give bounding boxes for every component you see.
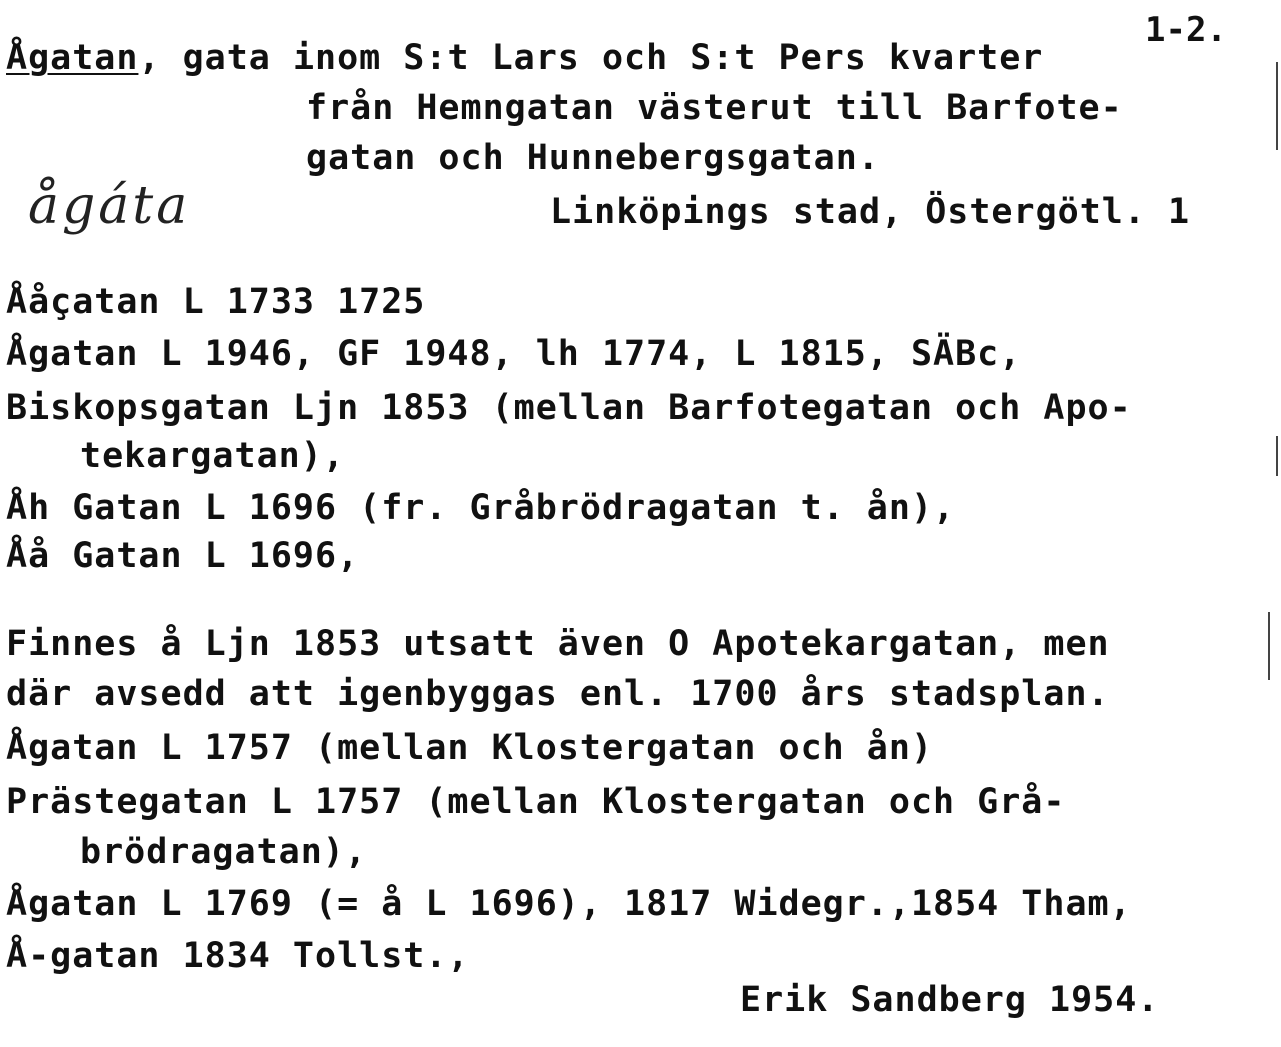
entry-line-10: Prästegatan L 1757 (mellan Klostergatan och Grå- [6,782,1066,822]
entry-line-12: Ågatan L 1769 (= å L 1696), 1817 Widegr.,1854 Tham, [6,884,1132,924]
card-number: 1-2. [1145,10,1227,50]
entry-line-9: Ågatan L 1757 (mellan Klostergatan och ån) [6,728,934,768]
card-edge-mark-top [1276,62,1278,150]
signature: Erik Sandberg 1954. [740,980,1160,1020]
entry-line-7: Finnes å Ljn 1853 utsatt även O Apotekargatan, men [6,624,1110,664]
entry-line-4: tekargatan), [80,436,345,476]
entry-line-11: brödragatan), [80,832,367,872]
entry-line-2: Ågatan L 1946, GF 1948, lh 1774, L 1815, SÄBc, [6,334,1022,374]
header-line-1 [6,38,1043,78]
entry-line-1: Ååçatan L 1733 1725 [6,282,426,322]
header-line-1-text: , gata inom S:t Lars och S:t Pers kvarter [138,38,1044,78]
entry-line-13: Å-gatan 1834 Tollst., [6,936,470,976]
card-edge-mark-middle [1276,436,1278,476]
header-line-4: Linköpings stad, Östergötl. 1 [550,192,1191,232]
entry-line-3: Biskopsgatan Ljn 1853 (mellan Barfotegatan och Apo- [6,388,1132,428]
entry-line-5: Åh Gatan L 1696 (fr. Gråbrödragatan t. ån), [6,488,956,528]
headword: Ågatan [6,38,139,78]
card-edge-mark-lower [1268,612,1270,680]
entry-line-6: Åå Gatan L 1696, [6,536,360,576]
header-line-3: gatan och Hunnebergsgatan. [306,138,880,178]
header-line-2: från Hemngatan västerut till Barfote- [306,88,1123,128]
entry-line-8: där avsedd att igenbyggas enl. 1700 års stadsplan. [6,674,1110,714]
handwritten-pronunciation: ågáta [28,176,191,236]
